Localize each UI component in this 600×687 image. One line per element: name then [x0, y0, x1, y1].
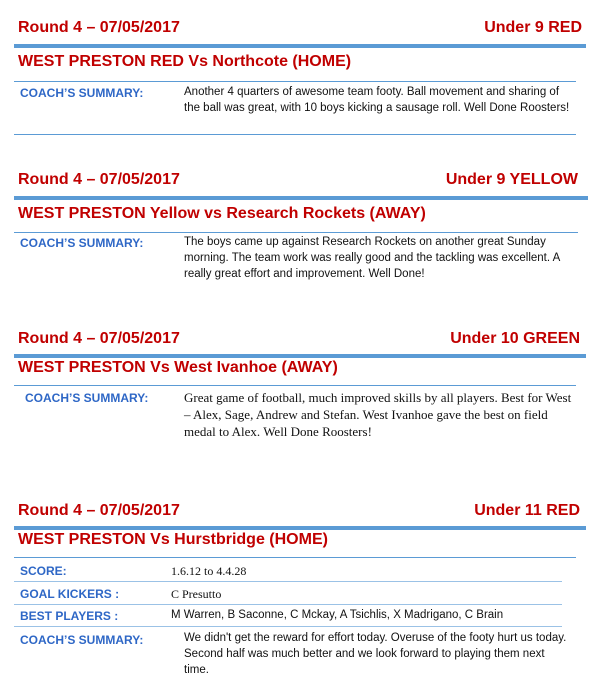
match-rule [14, 385, 576, 386]
round-header-1 [0, 19, 600, 43]
goal-kickers-value: C Presutto [171, 587, 222, 601]
row-rule [14, 581, 562, 582]
header-rule [14, 354, 586, 358]
match-title: WEST PRESTON Vs Hurstbridge (HOME) [18, 531, 328, 548]
team-name: Under 9 YELLOW [445, 171, 578, 188]
summary-label: COACH’S SUMMARY: [20, 236, 144, 250]
score-value: 1.6.12 to 4.4.28 [171, 564, 247, 578]
header-rule [14, 526, 586, 530]
summary-label: COACH’S SUMMARY: [20, 633, 144, 647]
team-name: Under 9 RED [484, 19, 582, 36]
match-rule [14, 81, 576, 82]
match-title: WEST PRESTON RED Vs Northcote (HOME) [18, 53, 352, 70]
team-name: Under 10 GREEN [450, 330, 580, 347]
header-rule [14, 196, 588, 200]
round-header-4 [0, 502, 600, 526]
match-rule [14, 232, 578, 233]
round-date: Round 4 – 07/05/2017 [18, 19, 180, 36]
team-name: Under 11 RED [474, 502, 580, 519]
goal-kickers-label: GOAL KICKERS : [20, 587, 120, 601]
match-rule [14, 557, 576, 558]
summary-label: COACH’S SUMMARY: [25, 391, 149, 405]
coach-summary: The boys came up against Research Rockets on another great Sunday morning. The team work was really good and the tackling was excellent. A really great effort and improvement. Well Done! [184, 236, 560, 280]
best-players-value: M Warren, B Saconne, C Mckay, A Tsichlis, X Madrigano, C Brain [171, 609, 504, 621]
best-players-label: BEST PLAYERS : [20, 609, 119, 623]
round-header-3 [0, 330, 600, 354]
coach-summary: Great game of football, much improved skills by all players. Best for West – Alex, Sage, Andrew and Stefan. West Ivanhoe gave the best on field medal to Alex. Well Done Roosters! [184, 390, 572, 439]
round-date: Round 4 – 07/05/2017 [18, 330, 180, 347]
coach-summary: Another 4 quarters of awesome team footy. Ball movement and sharing of the ball was great, with 10 boys kicking a sausage roll. Well Done Roosters! [184, 86, 570, 114]
summary-label: COACH’S SUMMARY: [20, 86, 144, 100]
score-label: SCORE: [20, 564, 67, 578]
round-header-2 [0, 171, 600, 195]
summary-rule [14, 134, 576, 135]
coach-summary: We didn't get the reward for effort today. Overuse of the footy hurt us today. Second half was much better and we look forward to playing them next time. [184, 632, 567, 676]
header-rule [14, 44, 586, 48]
round-date: Round 4 – 07/05/2017 [18, 502, 180, 519]
round-date: Round 4 – 07/05/2017 [18, 171, 180, 188]
match-title: WEST PRESTON Yellow vs Research Rockets (AWAY) [18, 205, 426, 222]
match-title: WEST PRESTON Vs West Ivanhoe (AWAY) [18, 359, 338, 376]
row-rule [14, 626, 562, 627]
row-rule [14, 604, 562, 605]
